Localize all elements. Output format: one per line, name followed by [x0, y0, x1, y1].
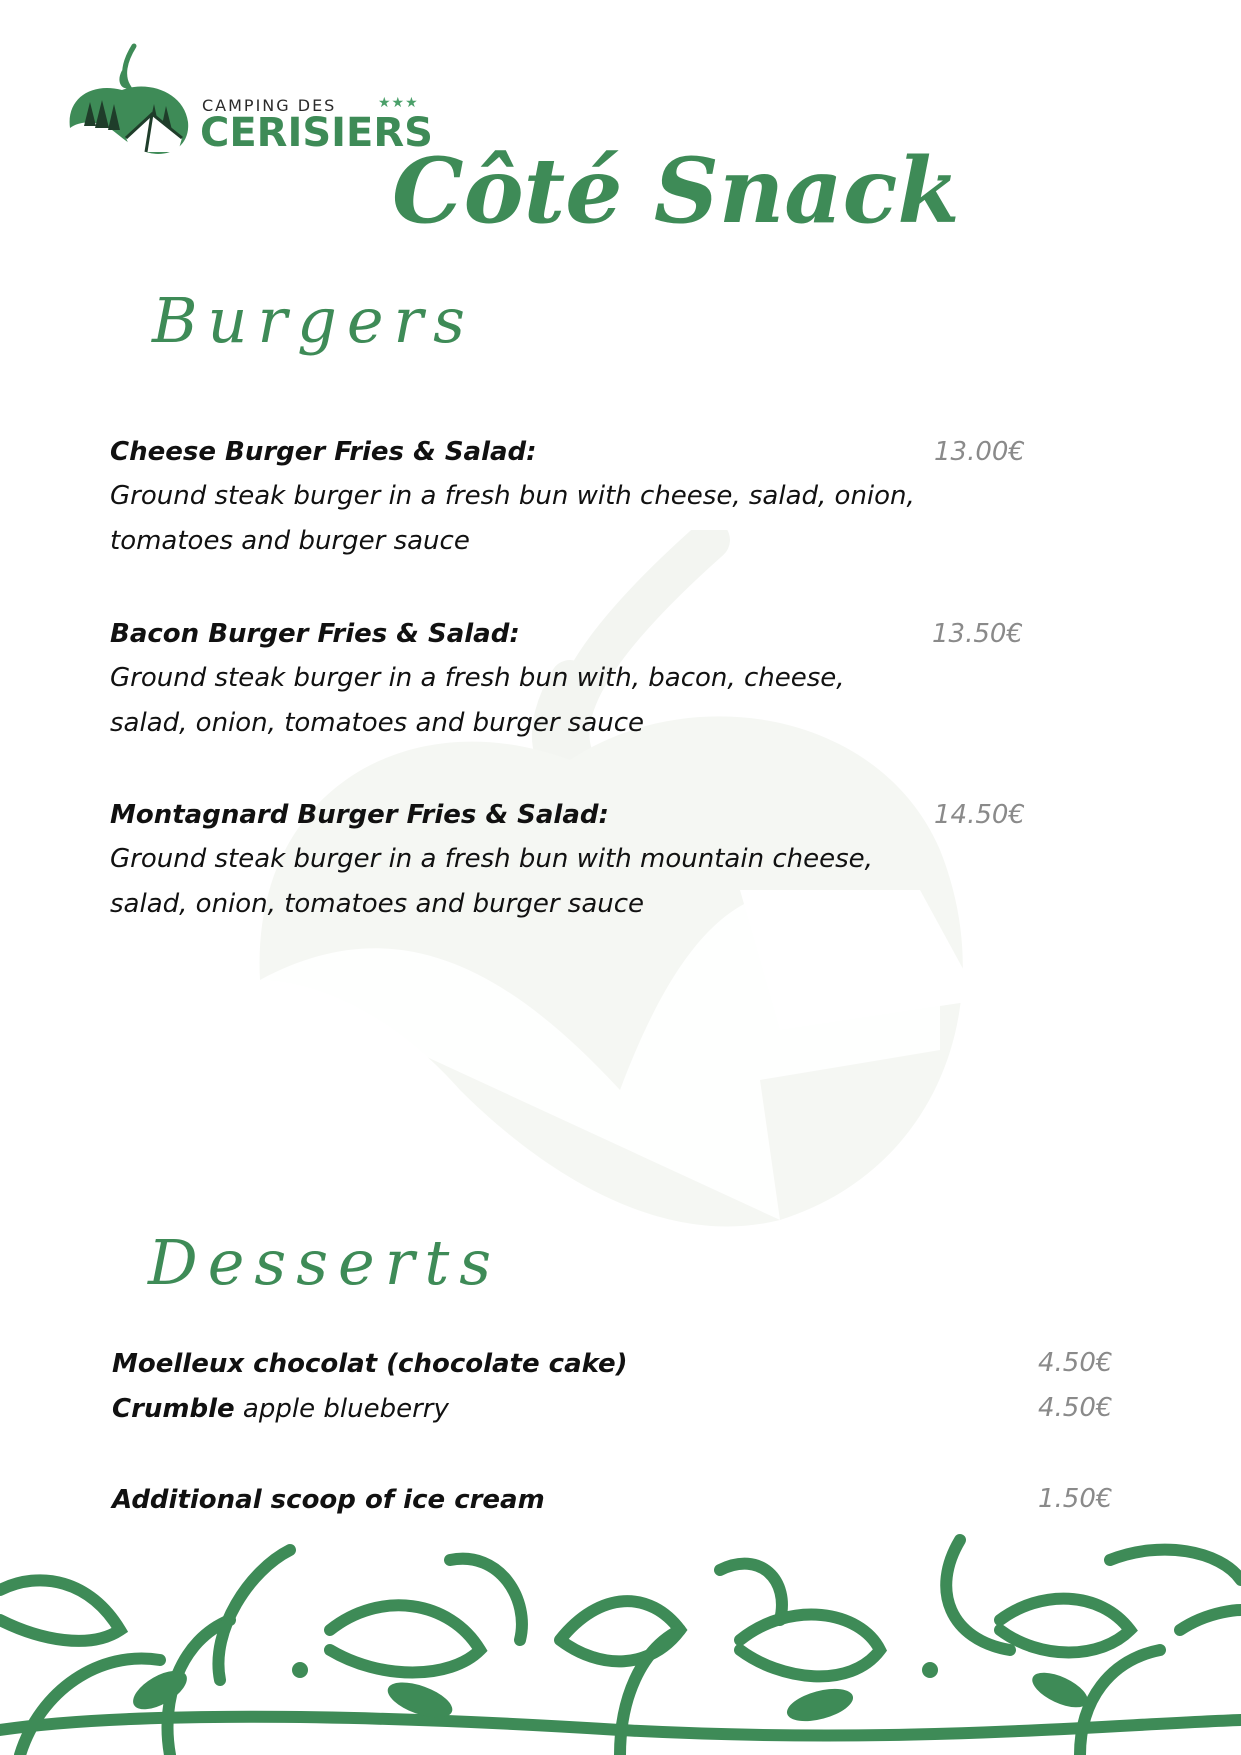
item-desc-line1: Ground steak burger in a fresh bun with mountain cheese, [110, 844, 873, 874]
burgers-heading: Burgers [152, 284, 475, 357]
item-desc-line1: Ground steak burger in a fresh bun with, bacon, cheese, [110, 663, 845, 693]
logo-cerisiers: CERISIERS [200, 110, 433, 156]
menu-item-cheese-burger [110, 430, 1030, 564]
price-ice-cream: 1.50€ [1038, 1484, 1113, 1514]
price-montagnard-burger: 14.50€ [934, 800, 1025, 830]
logo-stars: ★★★ [378, 95, 419, 111]
dessert-item-crumble [112, 1387, 1112, 1431]
price-bacon-burger: 13.50€ [932, 619, 1023, 649]
price-crumble: 4.50€ [1038, 1393, 1113, 1423]
floral-border-icon [0, 1530, 1241, 1755]
menu-item-bacon-burger [110, 612, 1030, 746]
camping-logo [66, 42, 436, 160]
dessert-name-bold: Crumble [112, 1394, 235, 1424]
dessert-name-bold: Additional scoop of ice cream [112, 1485, 545, 1515]
apple-tent-logo-icon [66, 42, 196, 160]
item-name: Montagnard Burger Fries & Salad: [110, 800, 609, 830]
logo-camping-des: CAMPING DES [202, 96, 337, 115]
item-desc-line2: salad, onion, tomatoes and burger sauce [110, 708, 645, 738]
dessert-name-rest: apple blueberry [234, 1394, 449, 1424]
item-desc-line1: Ground steak burger in a fresh bun with cheese, salad, onion, [110, 481, 915, 511]
item-name: Bacon Burger Fries & Salad: [110, 619, 520, 649]
price-cheese-burger: 13.00€ [934, 437, 1025, 467]
page-title: Côté Snack [392, 138, 960, 244]
dessert-item-ice-cream [112, 1478, 1112, 1522]
menu-item-montagnard-burger [110, 793, 1030, 927]
dessert-item-moelleux [112, 1342, 1112, 1386]
item-desc-line2: tomatoes and burger sauce [110, 526, 470, 556]
price-moelleux: 4.50€ [1038, 1348, 1113, 1378]
item-name: Cheese Burger Fries & Salad: [110, 437, 537, 467]
dessert-name-bold: Moelleux chocolat (chocolate cake) [112, 1349, 628, 1379]
desserts-heading: Desserts [148, 1226, 502, 1299]
item-desc-line2: salad, onion, tomatoes and burger sauce [110, 889, 645, 919]
